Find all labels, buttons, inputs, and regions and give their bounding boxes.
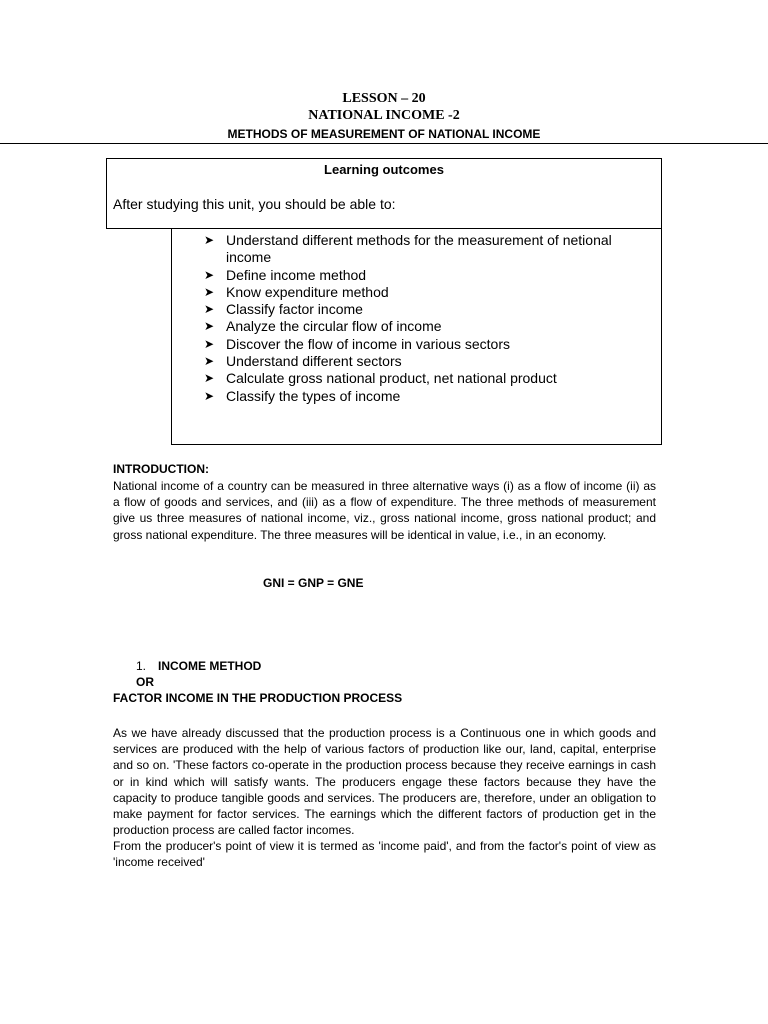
- outcome-item: [204, 353, 644, 370]
- outcome-item: [204, 232, 644, 267]
- outcome-text: Classify factor income: [226, 301, 363, 318]
- factor-income-paragraph: As we have already discussed that the production process is a Continuous one in which goods and services are produced with the help of various factors of production like our, land, capital, enterprise and so on. 'These factors co-operate in the production process because they receive earnings in cash or in kind which will satisfy wants. The producers engage these factors because they have the capacity to produce tangible goods and services. The producers are, therefore, under an obligation to make payment for factor services. The earnings which the different factors of production get in the production process are called factor incomes.: [113, 726, 656, 838]
- arrowhead-bullet-icon: ➤: [204, 388, 215, 403]
- or-label: OR: [136, 675, 154, 689]
- arrowhead-bullet-icon: ➤: [204, 371, 215, 386]
- income-method-heading: [136, 658, 261, 674]
- outcome-text: Understand different sectors: [226, 353, 402, 370]
- introduction-paragraph: National income of a country can be measured in three alternative ways (i) as a flow of income (ii) as a flow of goods and services, and (iii) as a flow of expenditure. The three methods of measurement give us three measures of national income, viz., gross national income, gross national product; and gross national expenditure. The three measures will be identical in value, i.e., in an economy.: [113, 479, 656, 542]
- factor-income-heading: FACTOR INCOME IN THE PRODUCTION PROCESS: [113, 691, 403, 705]
- learning-outcomes-list: [204, 232, 644, 405]
- header-divider: [0, 143, 768, 144]
- outcome-item: [204, 267, 644, 284]
- learning-outcomes-list-box: [171, 229, 662, 445]
- identity-formula: GNI = GNP = GNE: [263, 576, 364, 590]
- arrowhead-bullet-icon: ➤: [204, 284, 215, 299]
- outcome-item: [204, 284, 644, 301]
- outcome-item: [204, 318, 644, 335]
- lesson-number: LESSON – 20: [342, 91, 426, 106]
- learning-outcomes-header-box: [106, 158, 662, 229]
- outcome-text: Calculate gross national product, net national product: [226, 370, 557, 387]
- outcome-text: Classify the types of income: [226, 387, 401, 404]
- learning-outcomes-intro: After studying this unit, you should be able to:: [113, 196, 396, 212]
- arrowhead-bullet-icon: ➤: [204, 267, 215, 282]
- arrowhead-bullet-icon: ➤: [204, 302, 215, 317]
- outcome-item: [204, 388, 644, 405]
- outcome-item: [204, 301, 644, 318]
- arrowhead-bullet-icon: ➤: [204, 319, 215, 334]
- outcome-text: Discover the flow of income in various sectors: [226, 335, 510, 352]
- section-number: 1.: [136, 659, 147, 673]
- page-title: NATIONAL INCOME -2: [308, 108, 460, 123]
- income-viewpoint-paragraph: From the producer's point of view it is termed as 'income paid', and from the factor's point of view as 'income received': [113, 839, 656, 870]
- arrowhead-bullet-icon: ➤: [204, 233, 215, 247]
- outcome-text: Know expenditure method: [226, 283, 389, 300]
- outcome-item: [204, 370, 644, 387]
- page-subtitle: METHODS OF MEASUREMENT OF NATIONAL INCOME: [227, 127, 541, 141]
- introduction-heading: INTRODUCTION:: [113, 462, 209, 476]
- section-title: INCOME METHOD: [158, 659, 262, 673]
- outcome-item: [204, 336, 644, 353]
- outcome-text: Understand different methods for the measurement of netional income: [226, 232, 612, 266]
- arrowhead-bullet-icon: ➤: [204, 336, 215, 351]
- outcome-text: Analyze the circular flow of income: [226, 318, 442, 335]
- outcome-text: Define income method: [226, 266, 367, 283]
- learning-outcomes-heading: Learning outcomes: [324, 162, 444, 177]
- arrowhead-bullet-icon: ➤: [204, 354, 215, 369]
